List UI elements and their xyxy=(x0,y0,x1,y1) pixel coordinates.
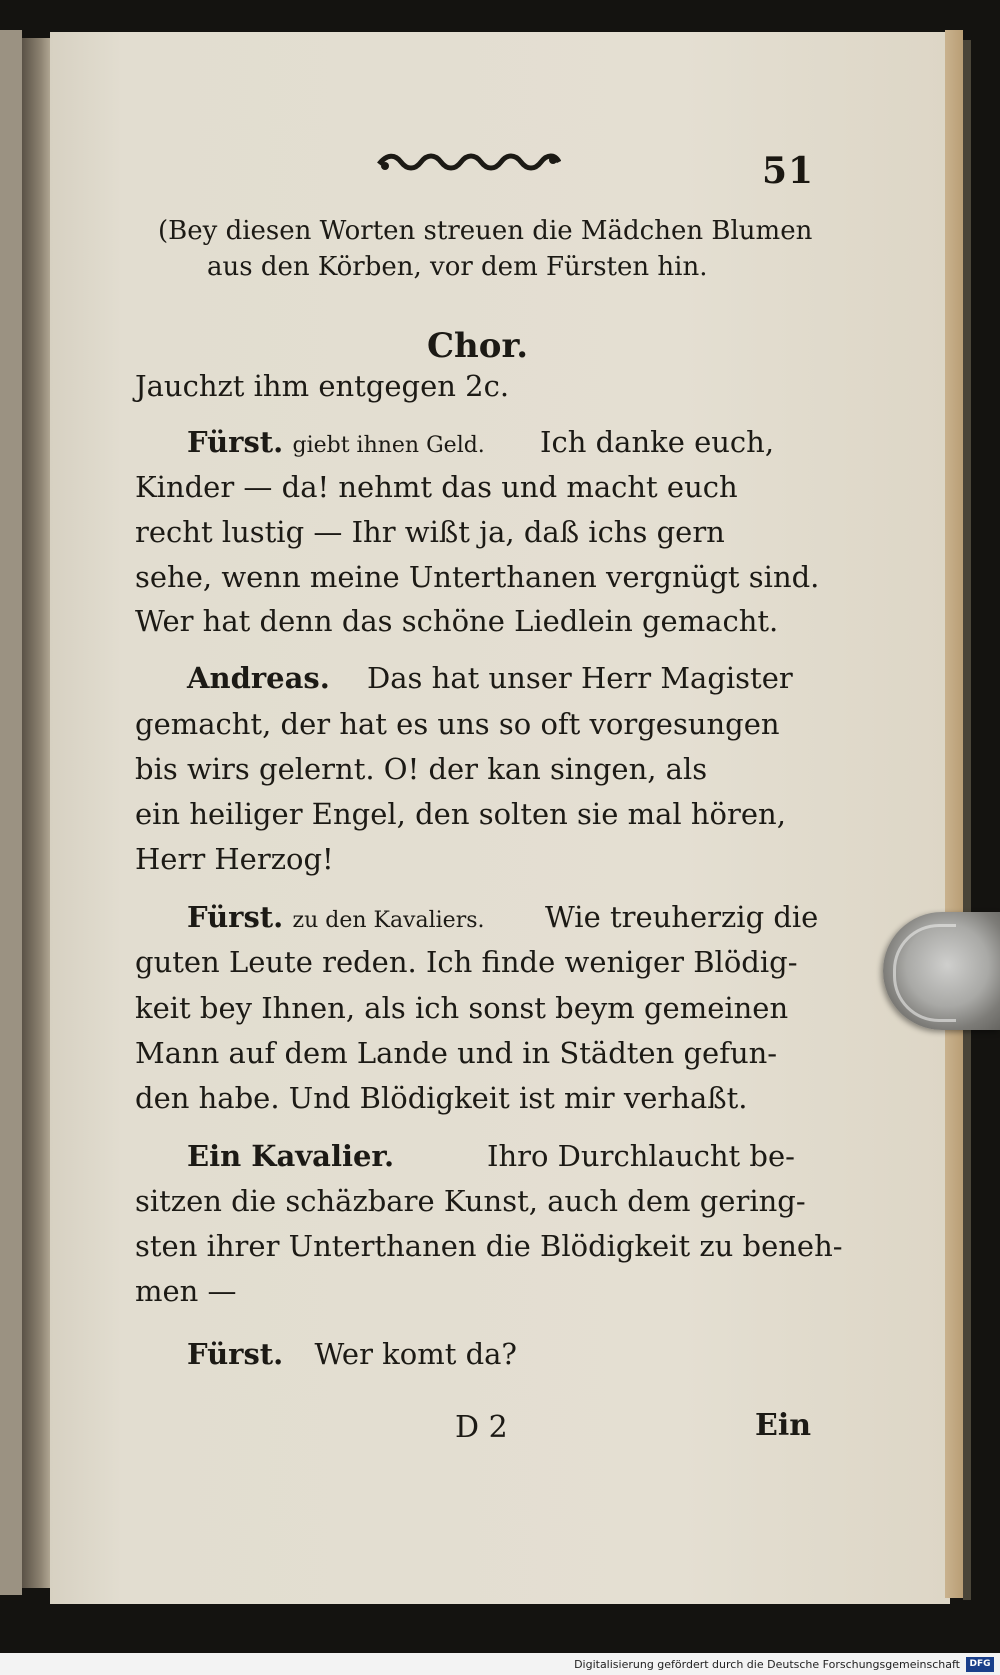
decorative-ornament xyxy=(377,150,561,176)
speech-line xyxy=(187,425,485,459)
speech-line xyxy=(187,900,485,934)
speaker-name: Fürst. xyxy=(187,425,284,459)
book-cover-edge xyxy=(963,40,971,1600)
speech-line: Ihro Durchlaucht be- xyxy=(487,1139,795,1173)
clip-highlight xyxy=(893,924,956,1022)
speech-line: Das hat unser Herr Magister xyxy=(367,661,793,695)
catchword: Ein xyxy=(755,1408,812,1443)
speech-line: Wie treuherzig die xyxy=(545,900,819,934)
book-gutter xyxy=(22,38,52,1588)
stage-direction-line: aus den Körben, vor dem Fürsten hin. xyxy=(207,252,708,282)
speech-line: guten Leute reden. Ich finde weniger Blödig- xyxy=(135,945,798,979)
speech-line: Ich danke euch, xyxy=(540,425,775,459)
right-page-edge xyxy=(945,30,963,1598)
speech-line: gemacht, der hat es uns so oft vorgesungen xyxy=(135,707,780,741)
speaker-name: Fürst. xyxy=(187,1337,284,1371)
page-clip xyxy=(883,912,1000,1030)
speech-line xyxy=(187,1337,517,1371)
left-page-edge xyxy=(0,30,22,1595)
speech-line: Wer hat denn das schöne Liedlein gemacht. xyxy=(135,604,779,638)
speaker-name: Ein Kavalier. xyxy=(187,1139,395,1173)
speech-line: sehe, wenn meine Unterthanen vergnügt sind. xyxy=(135,560,820,594)
speech-line: Kinder — da! nehmt das und macht euch xyxy=(135,470,738,504)
speech-line: keit bey Ihnen, als ich sonst beym gemeinen xyxy=(135,991,789,1025)
speech-line: sitzen die schäzbare Kunst, auch dem gering- xyxy=(135,1184,806,1218)
signature-mark: D 2 xyxy=(455,1410,508,1445)
page-number: 51 xyxy=(762,150,815,192)
speech-line: den habe. Und Blödigkeit ist mir verhaßt. xyxy=(135,1081,748,1115)
chor-line: Jauchzt ihm entgegen 2c. xyxy=(135,369,510,403)
dfg-logo: DFG xyxy=(966,1657,994,1672)
speech-line: men — xyxy=(135,1274,237,1308)
speech-text: Wer komt da? xyxy=(314,1337,517,1371)
stage-direction: zu den Kavaliers. xyxy=(292,908,485,933)
stage-direction: giebt ihnen Geld. xyxy=(292,433,485,458)
speech-line: Herr Herzog! xyxy=(135,842,334,876)
speech-line: recht lustig — Ihr wißt ja, daß ichs gern xyxy=(135,515,725,549)
speaker-name: Andreas. xyxy=(187,661,330,695)
speaker-name: Fürst. xyxy=(187,900,284,934)
digitization-credit: Digitalisierung gefördert durch die Deutsche Forschungsgemeinschaft xyxy=(574,1658,960,1671)
speech-line: ein heiliger Engel, den solten sie mal hören, xyxy=(135,797,786,831)
speech-line: sten ihrer Unterthanen die Blödigkeit zu beneh- xyxy=(135,1229,843,1263)
speech-line: Mann auf dem Lande und in Städten gefun- xyxy=(135,1036,778,1070)
digitization-footer xyxy=(0,1653,1000,1675)
speech-line: bis wirs gelernt. O! der kan singen, als xyxy=(135,752,708,786)
chor-heading: Chor. xyxy=(427,326,529,366)
stage-direction-line: (Bey diesen Worten streuen die Mädchen Blumen xyxy=(158,216,813,246)
